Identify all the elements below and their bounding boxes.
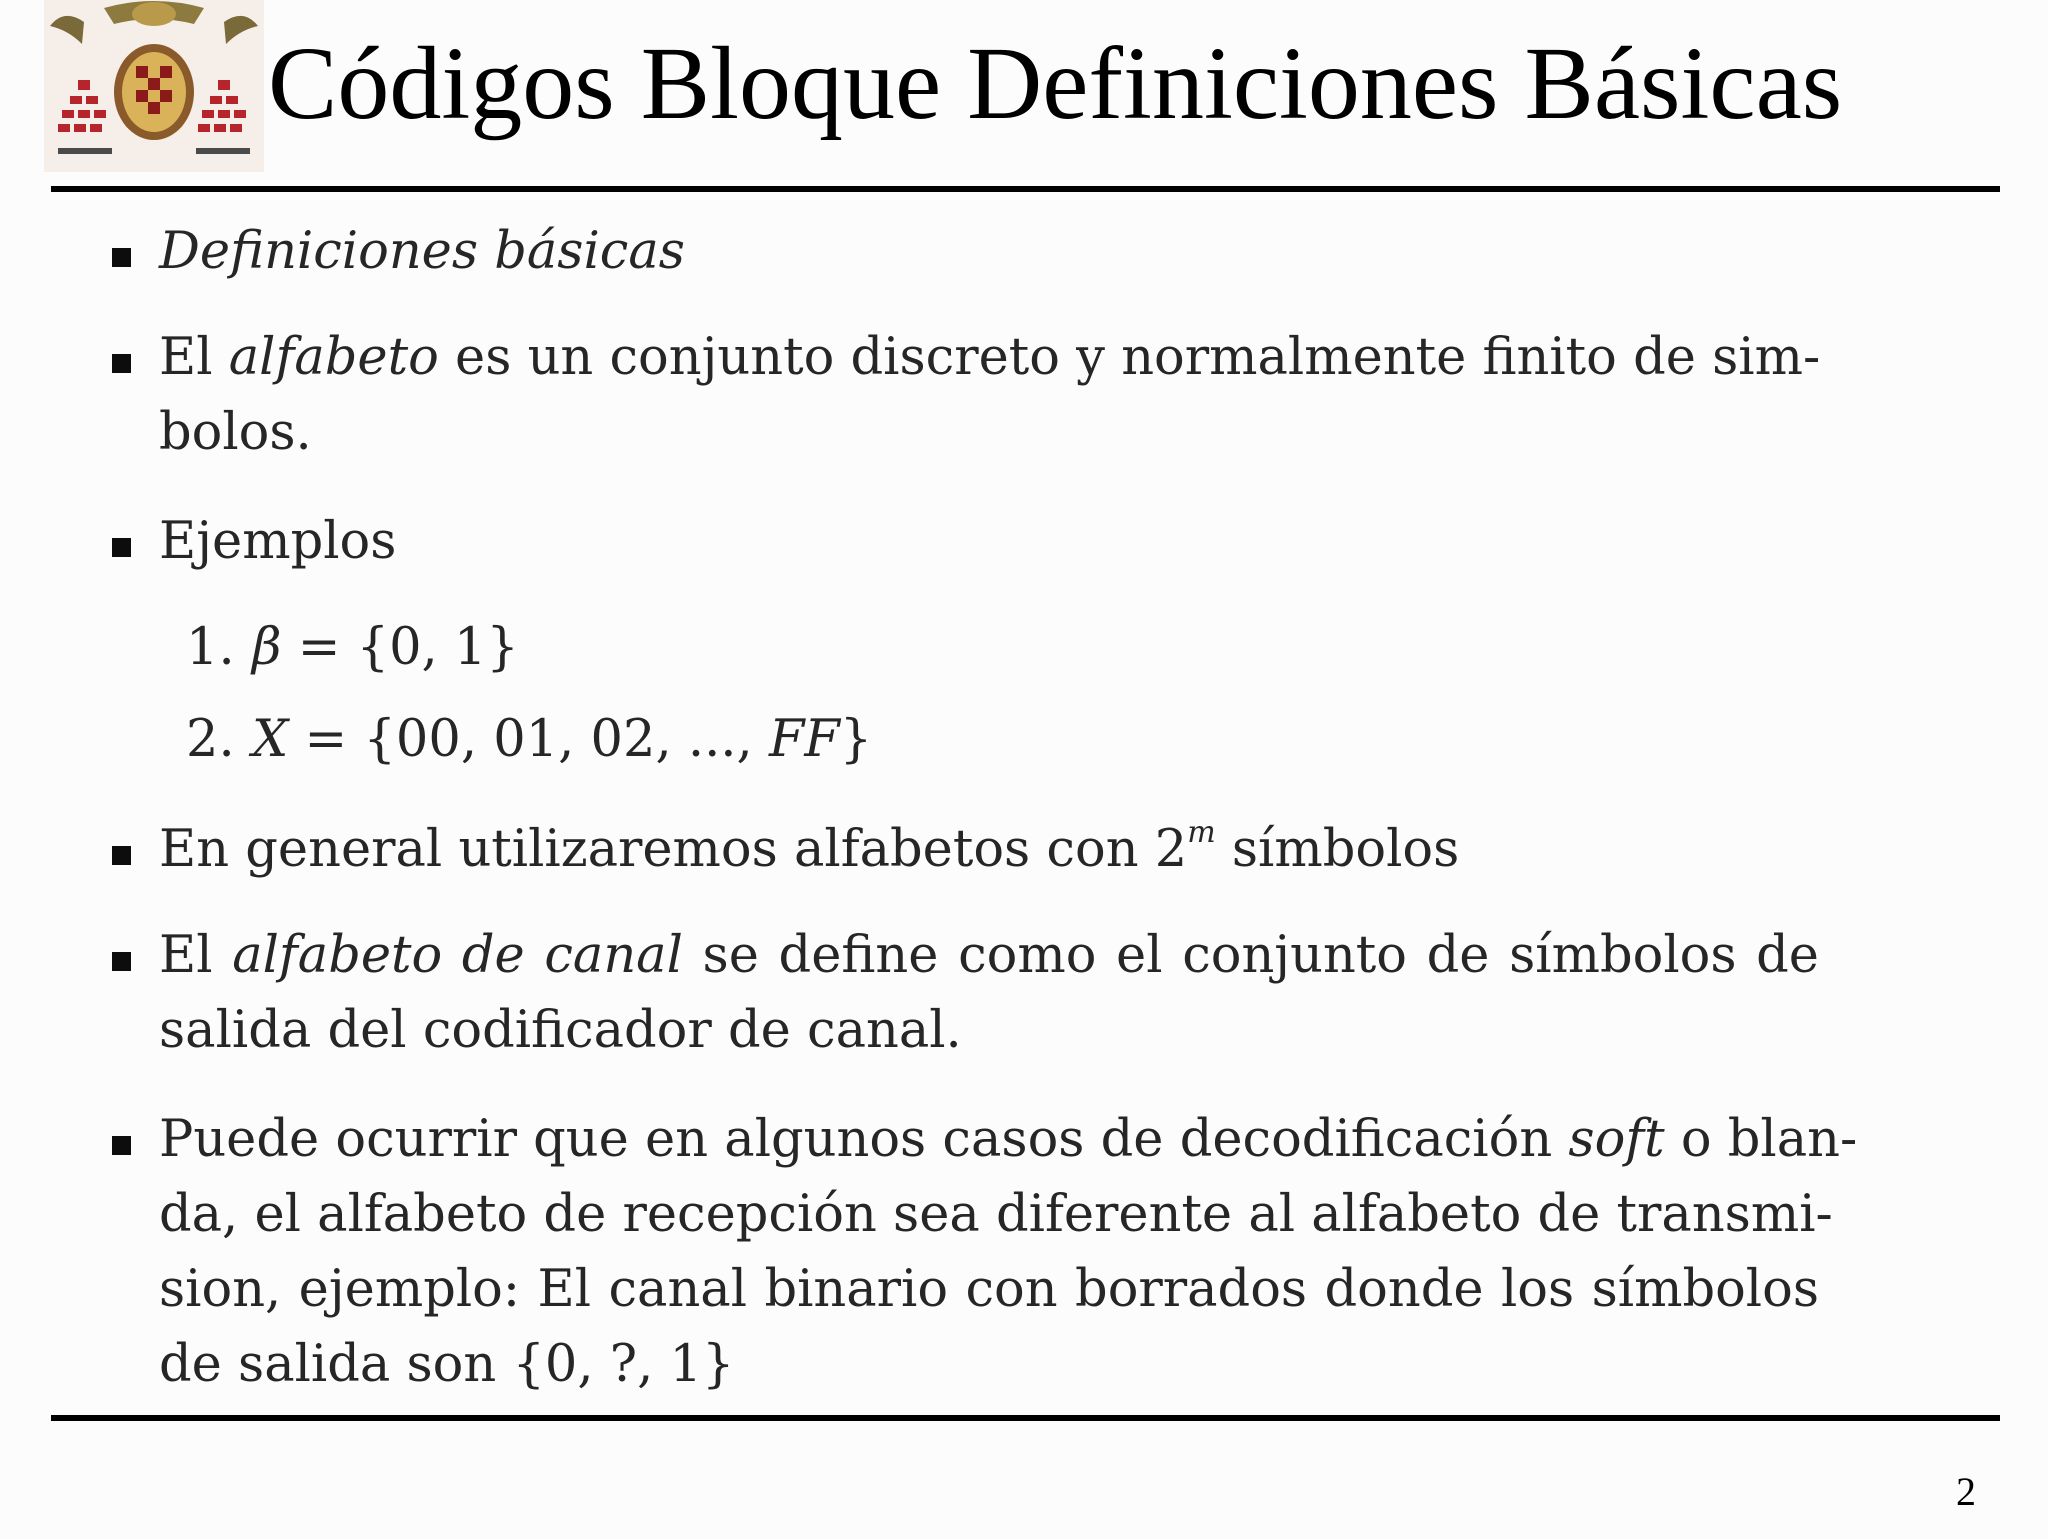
- bottom-divider: [51, 1415, 2000, 1421]
- bullet-text: Definiciones básicas: [159, 222, 685, 281]
- emphasis-term: alfabeto: [228, 328, 439, 387]
- bullet-square-icon: [112, 354, 131, 373]
- bullet-text-line: bolos.: [159, 403, 312, 462]
- bullet-text-line: salida del codificador de canal.: [159, 1001, 962, 1060]
- bullet-text-line: El alfabeto es un conjunto discreto y normalmente finito de sim-: [159, 328, 1821, 387]
- slide-title: Códigos Bloque Definiciones Básicas: [268, 26, 1843, 141]
- slide-body: Definiciones básicas El alfabeto es un conjunto discreto y normalmente finito de sim- bolos. Ejemplos 1. β = {0, 1} 2. X = {00, 01, 02, ..., FF} En general utilizaremos alfabetos con 2$^m$ símbolos El alfabeto de canal se define como el conjunto de símbolos de salida del codificador de canal. Puede ocurrir que en algunos casos de decodificación soft o blan- da, el alfabeto de recepción sea diferente al alfabeto de transmi- sion, ejemplo: El canal binario con borrados donde los símbolos de salida son {0, ?, 1}: [0, 0, 2048, 1539]
- bullet-text-line: da, el alfabeto de recepción sea diferente al alfabeto de transmi-: [159, 1185, 1833, 1244]
- bullet-text-line: El alfabeto de canal se define como el conjunto de símbolos de: [159, 926, 1819, 985]
- bullet-text: Ejemplos: [159, 512, 397, 571]
- bullet-text-line: Puede ocurrir que en algunos casos de decodificación soft o blan-: [159, 1110, 1858, 1169]
- bullet-square-icon: [112, 538, 131, 557]
- bullet-square-icon: [112, 248, 131, 267]
- emphasis-term: alfabeto de canal: [232, 926, 683, 985]
- exponent: m: [1187, 815, 1216, 850]
- emphasis-term: soft: [1568, 1110, 1665, 1169]
- bullet-square-icon: [112, 952, 131, 971]
- page-number: 2: [1956, 1469, 1976, 1514]
- bullet-text-line: sion, ejemplo: El canal binario con borrados donde los símbolos: [159, 1260, 1819, 1319]
- example-item-2: 2. X = {00, 01, 02, ..., FF}: [186, 710, 873, 769]
- example-item-1: 1. β = {0, 1}: [186, 618, 519, 677]
- bullet-square-icon: [112, 1136, 131, 1155]
- bullet-square-icon: [112, 846, 131, 865]
- bullet-text-line: de salida son {0, ?, 1}: [159, 1335, 735, 1394]
